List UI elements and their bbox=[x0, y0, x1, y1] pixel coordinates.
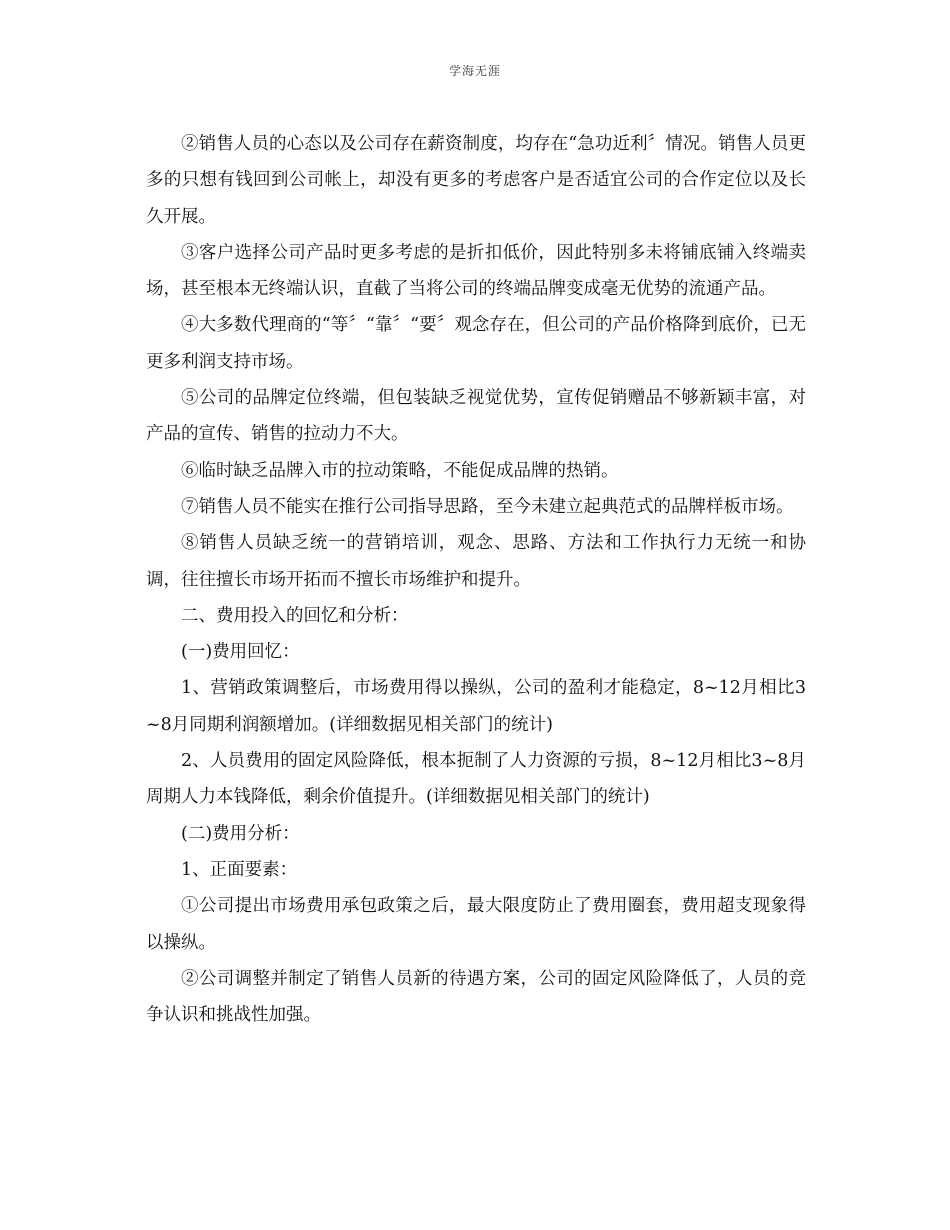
paragraph: ②销售人员的心态以及公司存在薪资制度，均存在“急功近利〞情况。销售人员更多的只想有钱回到公司帐上，却没有更多的考虑客户是否适宜公司的合作定位以及长久开展。 bbox=[146, 134, 806, 227]
document-body bbox=[146, 126, 806, 1033]
paragraph: 2、人员费用的固定风险降低，根本扼制了人力资源的亏损，8~12月相比3~8月周期人力本钱降低，剩余价值提升。(详细数据见相关部门的统计) bbox=[146, 751, 806, 808]
subsection-heading: (一)费用回忆： bbox=[181, 642, 300, 663]
paragraph: ④大多数代理商的“等〞“靠〞“要〞观念存在，但公司的产品价格降到底价，已无更多利润支持市场。 bbox=[146, 315, 806, 372]
paragraph: ①公司提出市场费用承包政策之后，最大限度防止了费用圈套，费用超支现象得以操纵。 bbox=[146, 896, 806, 953]
section-heading: 二、费用投入的回忆和分析： bbox=[181, 605, 409, 626]
paragraph: ⑥临时缺乏品牌入市的拉动策略，不能促成品牌的热销。 bbox=[181, 460, 619, 481]
paragraph: 1、营销政策调整后，市场费用得以操纵，公司的盈利才能稳定，8~12月相比3~8月同期利润额增加。(详细数据见相关部门的统计) bbox=[146, 678, 806, 735]
paragraph: ⑧销售人员缺乏统一的营销培训，观念、思路、方法和工作执行力无统一和协调，往往擅长市场开拓而不擅长市场维护和提升。 bbox=[146, 533, 806, 590]
page-header: 学海无涯 bbox=[448, 64, 501, 78]
list-heading: 1、正面要素： bbox=[181, 859, 298, 880]
paragraph: ②公司调整并制定了销售人员新的待遇方案，公司的固定风险降低了，人员的竞争认识和挑战性加强。 bbox=[146, 968, 806, 1026]
paragraph: ③客户选择公司产品时更多考虑的是折扣低价，因此特别多未将铺底铺入终端卖场，甚至根本无终端认识，直截了当将公司的终端品牌变成毫无优势的流通产品。 bbox=[146, 242, 806, 300]
subsection-heading: (二)费用分析： bbox=[181, 823, 300, 844]
paragraph: ⑦销售人员不能实在推行公司指导思路，至今未建立起典范式的品牌样板市场。 bbox=[181, 496, 794, 517]
paragraph: ⑤公司的品牌定位终端，但包装缺乏视觉优势，宣传促销赠品不够新颖丰富，对产品的宣传、销售的拉动力不大。 bbox=[146, 388, 806, 445]
